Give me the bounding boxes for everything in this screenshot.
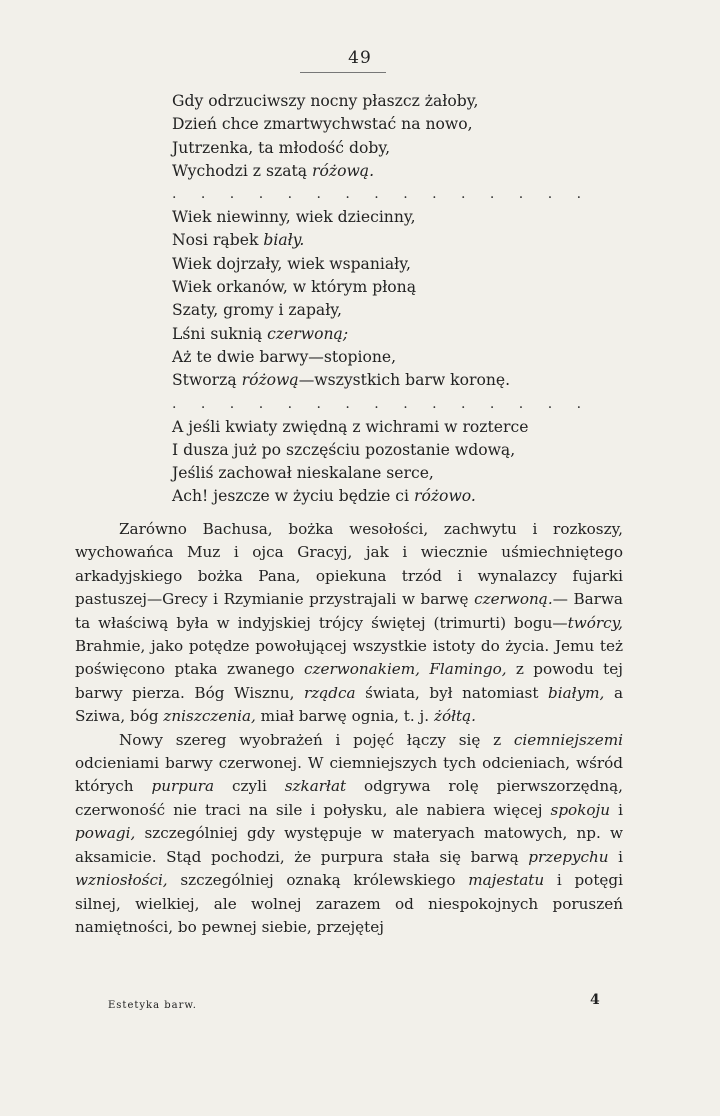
ellipsis-row: . . . . . . . . . . . . . . .: [172, 186, 592, 203]
ellipsis-row: . . . . . . . . . . . . . . .: [172, 395, 592, 412]
header-rule: [300, 72, 386, 73]
poem-line: A jeśli kwiaty zwiędną z wichrami w rozterce: [172, 417, 529, 436]
poem-line: Wiek niewinny, wiek dziecinny,: [172, 208, 416, 227]
prose-body: [75, 518, 623, 939]
poem-line: Ach! jeszcze w życiu będzie ci różowo.: [172, 487, 476, 506]
footer-book-title: Estetyka barw.: [108, 1000, 197, 1011]
poem-line: Gdy odrzuciwszy nocny płaszcz żałoby,: [172, 92, 479, 110]
poem-line: Nosi rąbek biały.: [172, 231, 305, 250]
poem-line: Jeśliś zachował nieskalane serce,: [172, 464, 434, 483]
poem-line: Aż te dwie barwy—stopione,: [172, 347, 397, 366]
paragraph-1: Zarówno Bachusa, bożka wesołości, zachwytu i rozkoszy, wychowańca Muz i ojca Gracyj, jak i wiecznie uśmiechniętego arkadyjskiego bożka Pana, opiekuna trzód i wynalazcy fujarki pastuszej—Grecy i Rzymianie przystrajali w barwę czerwoną.— Barwa ta właściwą była w indyjskiej trójcy świętej (trimurti) bogu—twórcy, Brahmie, jako potędze powołującej wszystkie istoty do życia. Jemu też poświęcono ptaka zwanego czerwonakiem, Flamingo, z powodu tej barwy pierza. Bóg Wisznu, rządca świata, był natomiast białym, a Sziwa, bóg zniszczenia, miał barwę ognia, t. j. żółtą.: [75, 520, 623, 726]
poem-line: Dzień chce zmartwychwstać na nowo,: [172, 115, 473, 134]
paragraph-2: Nowy szereg wyobrażeń i pojęć łączy się z ciemniejszemi odcieniami barwy czerwonej. W ciemniejszych tych odcieniach, wśród których purpura czyli szkarłat odgrywa rolę pierwszorzędną, czerwoność nie traci na sile i połysku, ale nabiera więcej spokoju i powagi, szczególniej gdy występuje w materyach matowych, np. w aksamicie. Stąd pochodzi, że purpura stała się barwą przepychu i wzniosłości, szczególniej oznaką królewskiego majestatu i potęgi silnej, wielkiej, ale wolnej zarazem od niespokojnych poruszeń namiętności, bo pewnej siebie, przejętej: [75, 730, 624, 936]
poem-line: Stworzą różową—wszystkich barw koronę.: [172, 371, 511, 390]
poem-stanza-1: [172, 90, 632, 183]
poem-line: I dusza już po szczęściu pozostanie wdową,: [172, 440, 516, 459]
poem-line: Szaty, gromy i zapały,: [172, 301, 342, 320]
poem: [172, 90, 632, 509]
poem-stanza-3: [172, 416, 632, 509]
poem-line: Wiek dojrzały, wiek wspaniały,: [172, 254, 411, 273]
footer-signature-mark: 4: [590, 992, 600, 1008]
poem-line: Wiek orkanów, w którym płoną: [172, 278, 416, 297]
poem-stanza-2: [172, 206, 632, 392]
page-number: 49: [348, 48, 372, 68]
poem-line: Wychodzi z szatą różową.: [172, 161, 375, 180]
poem-line: Lśni suknią czerwoną;: [172, 324, 349, 343]
poem-line: Jutrzenka, ta młodość doby,: [172, 138, 391, 157]
